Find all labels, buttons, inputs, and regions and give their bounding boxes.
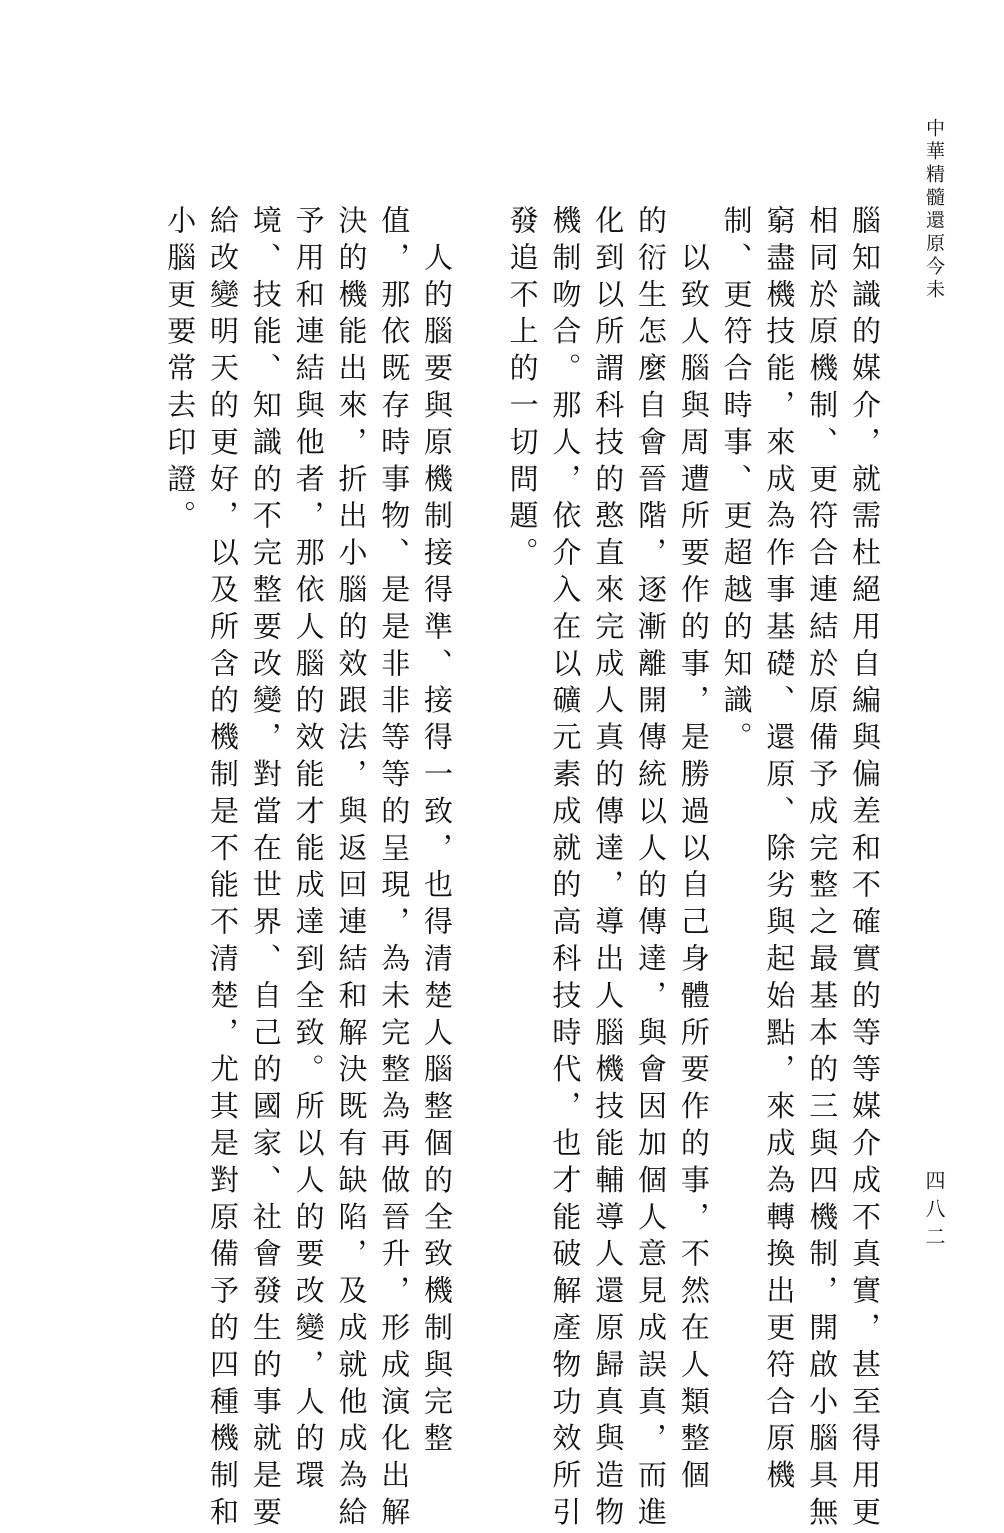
text-column: 以致人腦與周遭所要作的事，是勝過以自己身體所要作的事，不然在人類整個 [676,205,711,1497]
text-column: 值，那依既存時事物、是是非非等等的呈現，為未完整為再做晉升，形成演化出解 [377,205,412,1533]
body-text [126,205,886,1533]
text-column: 窮盡機技能，來成為作事基礎、還原、除劣與起始點，來成為轉換出更符合原機 [762,205,797,1497]
text-column: 給改變明天的更好，以及所含的機制是不能不清楚，尤其是對原備予的四種機制和 [206,205,241,1533]
text-column: 小腦更要常去印證。 [163,205,198,538]
text-column: 決的機能出來，折出小腦的效跟法，與返回連結和解決既有缺陷，及成就他成為給 [334,205,369,1533]
text-column: 化到以所謂科技的憨直來完成人真的傳達，導出人腦機技能輔導人還原歸真與造物 [591,205,626,1533]
page-number: 四八二 [922,1170,946,1254]
text-column: 腦知識的媒介，就需杜絕用自編與偏差和不確實的等等媒介成不真實，甚至得用更 [848,205,882,1533]
text-column: 予用和連結與他者，那依人腦的效能才能成達到全致。所以人的要改變，人的環 [291,205,326,1497]
text-column: 的衍生怎麼自會晉階，逐漸離開傳統以人的傳達，與會因加個人意見成誤真，而進 [634,205,669,1533]
text-column: 人的腦要與原機制接得準、接得一致，也得清楚人腦整個的全致機制與完整 [420,205,455,1460]
text-column: 機制吻合。那人，依介入在以礦元素成就的高科技時代，也才能破解產物功效所引 [548,205,583,1533]
running-header: 中華精髓還原今未 [923,118,945,302]
text-column: 發追不上的一切問題。 [505,205,540,574]
text-column: 相同於原機制、更符合連結於原備予成完整之最基本的三與四機制，開啟小腦具無 [805,205,840,1533]
text-column: 境、技能、知識的不完整要改變，對當在世界、自己的國家、社會發生的事就是要 [248,205,283,1533]
text-column: 制、更符合時事、更超越的知識。 [719,205,754,759]
paragraph-gap [458,205,501,1330]
